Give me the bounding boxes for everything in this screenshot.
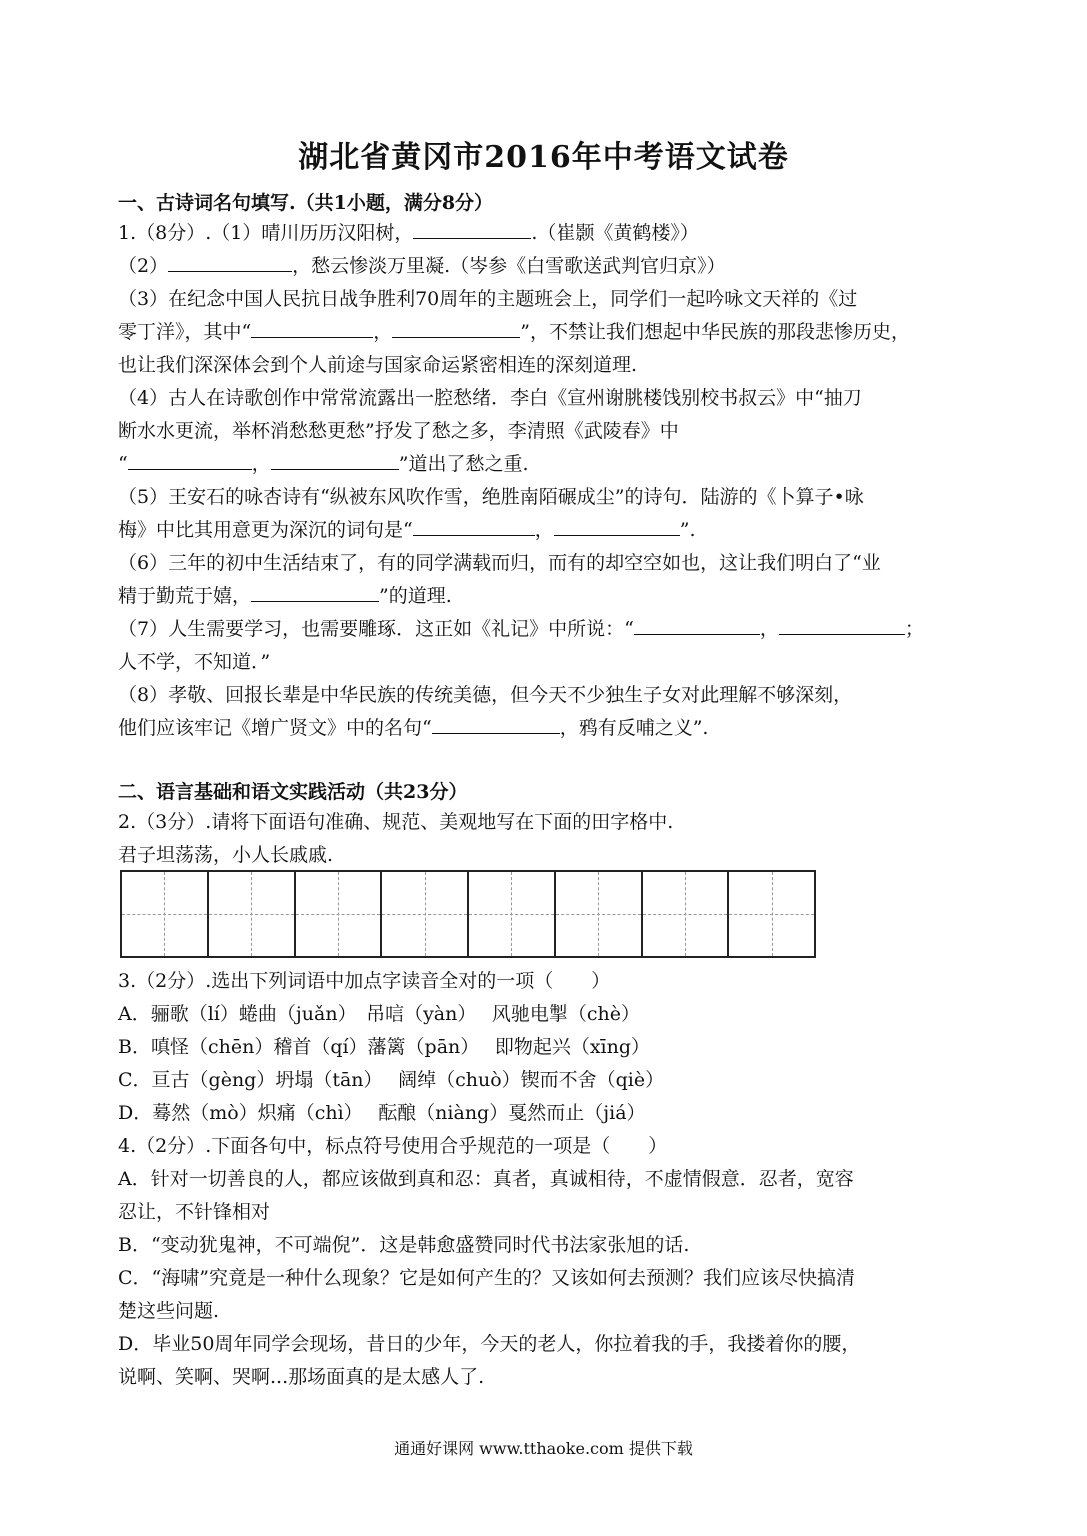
page-title: 湖北省黄冈市2016年中考语文试卷 xyxy=(298,140,789,175)
answer-blank[interactable] xyxy=(413,221,531,239)
q1-line-5: 也让我们深深体会到个人前途与国家命运紧密相连的深刻道理. xyxy=(118,354,638,376)
page-footer: 通通好课网 www.tthaoke.com 提供下载 xyxy=(394,1439,693,1458)
q1-line-15: （8）孝敬、回报长辈是中华民族的传统美德，但今天不少独生子女对此理解不够深刻， xyxy=(118,684,853,706)
q1-line-9: （5）王安石的咏杏诗有“纵被东风吹作雪，绝胜南陌碾成尘”的诗句．陆游的《卜算子•咏 xyxy=(118,486,864,508)
answer-blank[interactable] xyxy=(168,254,292,272)
answer-blank[interactable] xyxy=(251,320,373,338)
grid-cell[interactable] xyxy=(643,872,730,956)
q1-line-16: 他们应该牢记《增广贤文》中的名句“ ，鸦有反哺之义”. xyxy=(118,717,709,739)
q3-option-a: A．骊歌（lí）蜷曲（juǎn） 吊唁（yàn） 风驰电掣（chè） xyxy=(118,1003,641,1025)
tianzi-grid[interactable] xyxy=(120,870,816,958)
answer-blank[interactable] xyxy=(554,518,680,536)
q4-option-d-line-2: 说啊、笑啊、哭啊...那场面真的是太感人了. xyxy=(118,1366,485,1388)
q4-option-b: B．“变动犹鬼神，不可端倪”．这是韩愈盛赞同时代书法家张旭的话. xyxy=(118,1234,690,1256)
q3-option-b: B．嗔怪（chēn）稽首（qí）藩篱（pān） 即物起兴（xīng） xyxy=(118,1036,651,1058)
grid-cell[interactable] xyxy=(556,872,643,956)
q4-option-d-line-1: D．毕业50周年同学会现场，昔日的少年，今天的老人，你拉着我的手，我搂着你的腰， xyxy=(118,1333,861,1355)
q1-line-4: 零丁洋》，其中“ ， ”，不禁让我们想起中华民族的那段悲惨历史， xyxy=(118,321,910,343)
grid-cell[interactable] xyxy=(296,872,383,956)
q1-line-3: （3）在纪念中国人民抗日战争胜利70周年的主题班会上，同学们一起吟咏文天祥的《过 xyxy=(118,288,858,310)
answer-blank[interactable] xyxy=(634,617,760,635)
q4-option-a-line-1: A．针对一切善良的人，都应该做到真和忍：真者，真诚相待，不虚情假意．忍者，宽容 xyxy=(118,1168,854,1190)
answer-blank[interactable] xyxy=(779,617,905,635)
section-1-heading: 一、古诗词名句填写.（共1小题，满分8分） xyxy=(118,192,494,214)
grid-cell[interactable] xyxy=(729,872,814,956)
q4-stem: 4.（2分）.下面各句中，标点符号使用合乎规范的一项是（ ） xyxy=(118,1135,668,1157)
section-2-heading: 二、语言基础和语文实践活动（共23分） xyxy=(118,781,468,803)
q3-option-d: D．蓦然（mò）炽痛（chì） 酝酿（niàng）戛然而止（jiá） xyxy=(118,1102,646,1124)
q1-line-2: （2） ，愁云惨淡万里凝.（岑参《白雪歌送武判官归京》） xyxy=(118,255,726,277)
q4-option-a-line-2: 忍让，不针锋相对 xyxy=(118,1201,271,1223)
q1-line-6: （4）古人在诗歌创作中常常流露出一腔愁绪．李白《宣州谢朓楼饯别校书叔云》中“抽刀 xyxy=(118,387,862,409)
grid-cell[interactable] xyxy=(122,872,209,956)
answer-blank[interactable] xyxy=(413,518,535,536)
q3-option-c: C．亘古（gèng）坍塌（tān） 阔绰（chuò）锲而不舍（qiè） xyxy=(118,1069,665,1091)
answer-blank[interactable] xyxy=(392,320,520,338)
q1-line-12: 精于勤荒于嬉， ”的道理. xyxy=(118,585,452,607)
q2-stem: 2.（3分）.请将下面语句准确、规范、美观地写在下面的田字格中. xyxy=(118,811,674,833)
grid-cell[interactable] xyxy=(382,872,469,956)
q1-line-13: （7）人生需要学习，也需要雕琢．这正如《礼记》中所说：“ ， ； xyxy=(118,618,924,640)
q1-line-7: 断水水更流，举杯消愁愁更愁”抒发了愁之多，李清照《武陵春》中 xyxy=(118,420,679,442)
answer-blank[interactable] xyxy=(128,452,252,470)
answer-blank[interactable] xyxy=(432,716,560,734)
q4-option-c-line-1: C．“海啸”究竟是一种什么现象？它是如何产生的？又该如何去预测？我们应该尽快搞清 xyxy=(118,1267,855,1289)
q1-line-10: 梅》中比其用意更为深沉的词句是“ ， ”. xyxy=(118,519,696,541)
q1-line-8: “ ， ”道出了愁之重. xyxy=(118,453,529,475)
answer-blank[interactable] xyxy=(251,584,379,602)
answer-blank[interactable] xyxy=(271,452,399,470)
q3-stem: 3.（2分）.选出下列词语中加点字读音全对的一项（ ） xyxy=(118,970,611,992)
q2-sentence: 君子坦荡荡，小人长戚戚. xyxy=(118,844,334,866)
q1-line-11: （6）三年的初中生活结束了，有的同学满载而归，而有的却空空如也，这让我们明白了“业 xyxy=(118,552,881,574)
q1-line-14: 人不学，不知道．” xyxy=(118,651,271,673)
grid-cell[interactable] xyxy=(469,872,556,956)
grid-cell[interactable] xyxy=(209,872,296,956)
q1-line-1: 1.（8分）.（1）晴川历历汉阳树， .（崔颢《黄鹤楼》） xyxy=(118,222,699,244)
q4-option-c-line-2: 楚这些问题. xyxy=(118,1300,220,1322)
